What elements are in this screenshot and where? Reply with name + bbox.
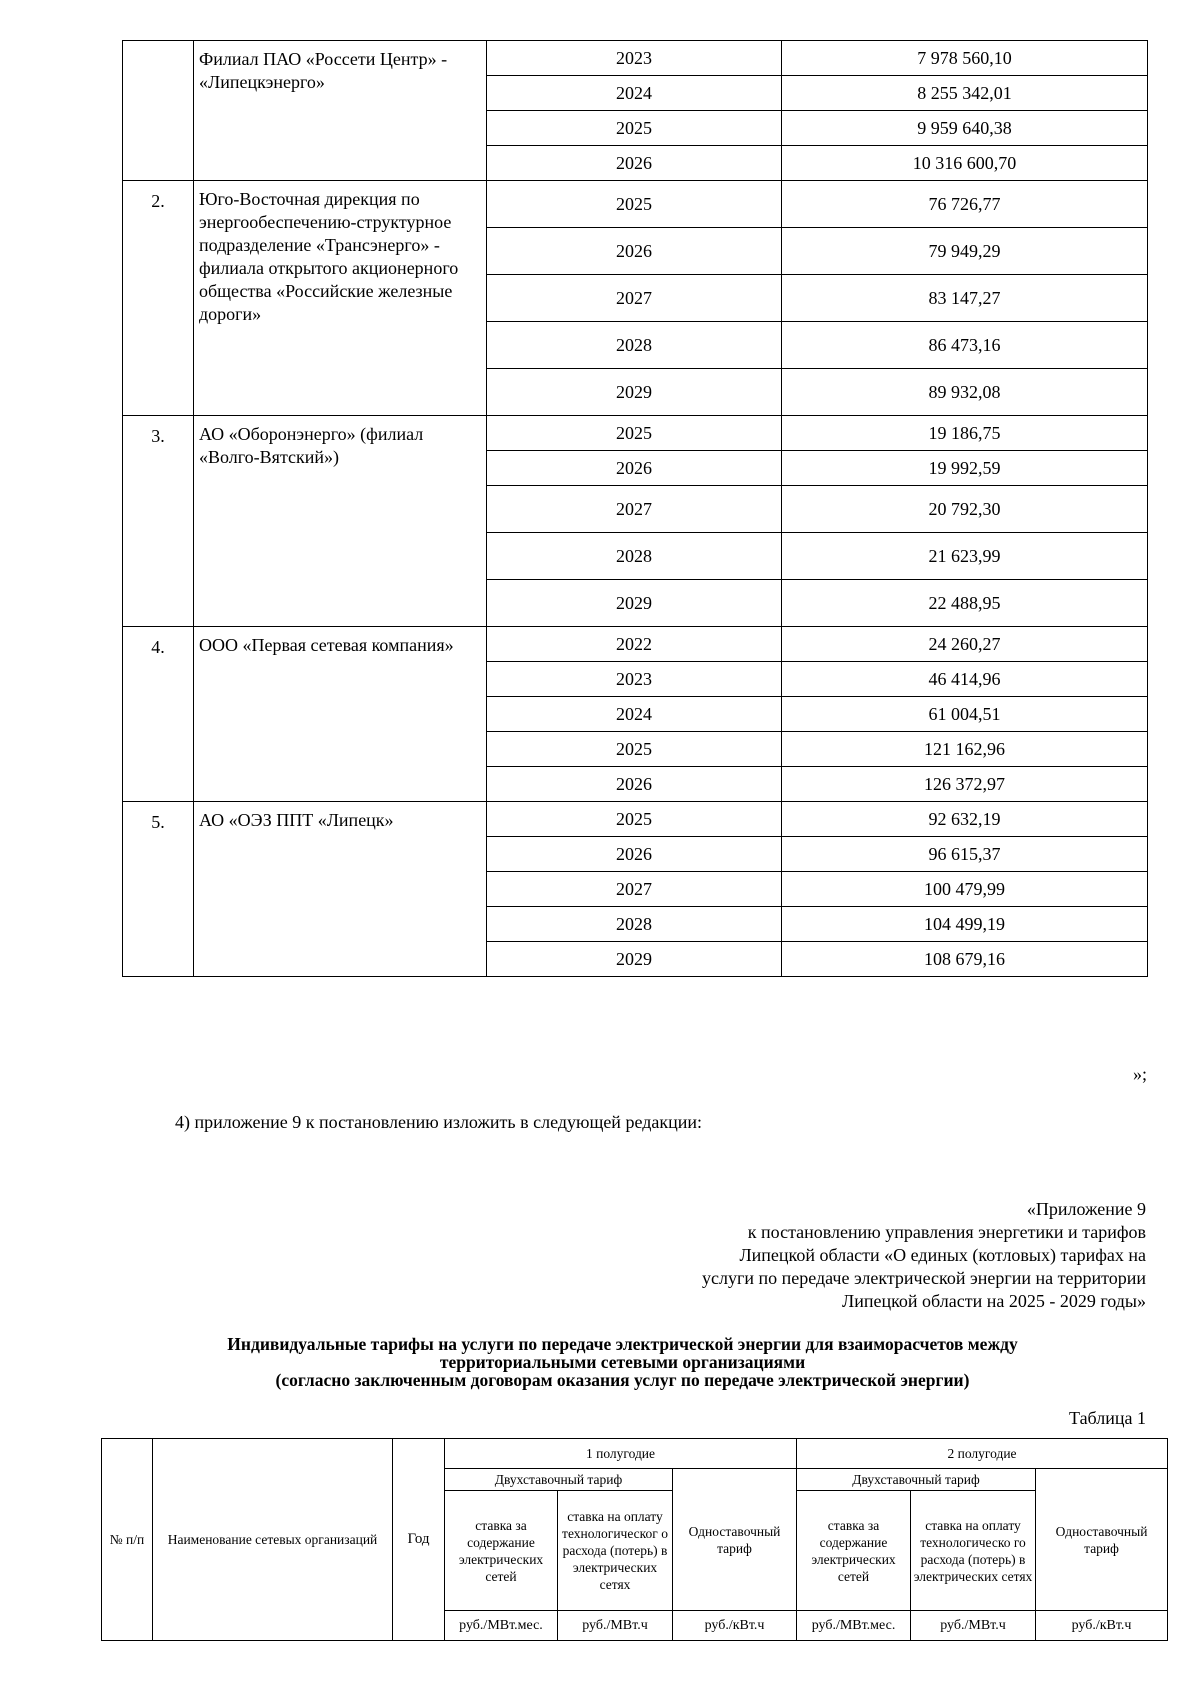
value-cell: 20 792,30: [782, 486, 1148, 533]
unit-mw-month: руб./МВт.мес.: [445, 1611, 558, 1641]
value-cell: 104 499,19: [782, 907, 1148, 942]
appendix-line: к постановлению управления энергетики и тарифов: [747, 1222, 1146, 1242]
year-cell: 2026: [487, 767, 782, 802]
value-cell: 126 372,97: [782, 767, 1148, 802]
header-one-rate-h2: Одноставочный тариф: [1036, 1469, 1168, 1611]
value-cell: 79 949,29: [782, 228, 1148, 275]
year-cell: 2029: [487, 942, 782, 977]
title-line: (согласно заключенным договорам оказания услуг по передаче электрической энергии): [275, 1370, 970, 1390]
appendix-line: Липецкой области «О единых (котловых) тарифах на: [739, 1245, 1146, 1265]
unit-kwh: руб./кВт.ч: [673, 1611, 797, 1641]
unit-mwh: руб./МВт.ч: [558, 1611, 673, 1641]
year-cell: 2025: [487, 416, 782, 451]
year-cell: 2026: [487, 146, 782, 181]
organization-name: ООО «Первая сетевая компания»: [194, 627, 487, 802]
header-num: № п/п: [102, 1439, 153, 1641]
value-cell: 83 147,27: [782, 275, 1148, 322]
appendix-line: Липецкой области на 2025 - 2029 годы»: [841, 1291, 1146, 1311]
value-cell: 89 932,08: [782, 369, 1148, 416]
year-cell: 2026: [487, 837, 782, 872]
value-cell: 108 679,16: [782, 942, 1148, 977]
organization-name: АО «ОЭЗ ППТ «Липецк»: [194, 802, 487, 977]
header-maint-rate-h1: ставка за содержание электрических сетей: [445, 1491, 558, 1611]
value-cell: 46 414,96: [782, 662, 1148, 697]
value-cell: 121 162,96: [782, 732, 1148, 767]
header-one-rate-h1: Одноставочный тариф: [673, 1469, 797, 1611]
table-row: [123, 416, 1148, 451]
value-cell: 7 978 560,10: [782, 41, 1148, 76]
value-cell: 92 632,19: [782, 802, 1148, 837]
table-row: [123, 181, 1148, 228]
year-cell: 2024: [487, 697, 782, 732]
row-number: 4.: [123, 627, 194, 802]
year-cell: 2025: [487, 732, 782, 767]
row-number: [123, 41, 194, 181]
year-cell: 2023: [487, 41, 782, 76]
value-cell: 9 959 640,38: [782, 111, 1148, 146]
row-number: 5.: [123, 802, 194, 977]
value-cell: 100 479,99: [782, 872, 1148, 907]
value-cell: 76 726,77: [782, 181, 1148, 228]
tariff-values-table: [122, 40, 1148, 977]
year-cell: 2029: [487, 580, 782, 627]
value-cell: 10 316 600,70: [782, 146, 1148, 181]
unit-mw-month: руб./МВт.мес.: [797, 1611, 911, 1641]
header-loss-rate-h2: ставка на оплату технологическо го расхода (потерь) в электрических сетях: [911, 1491, 1036, 1611]
individual-tariffs-table-header: [101, 1438, 1168, 1641]
year-cell: 2027: [487, 872, 782, 907]
organization-name: Юго-Восточная дирекция по энергообеспечению-структурное подразделение «Трансэнерго» - филиала открытого акционерного общества «Российские железные дороги»: [194, 181, 487, 416]
year-cell: 2026: [487, 451, 782, 486]
value-cell: 19 992,59: [782, 451, 1148, 486]
header-year: Год: [393, 1439, 445, 1641]
header-org-name: Наименование сетевых организаций: [153, 1439, 393, 1641]
table-number: Таблица 1: [1069, 1408, 1146, 1428]
year-cell: 2027: [487, 486, 782, 533]
year-cell: 2022: [487, 627, 782, 662]
title-line: Индивидуальные тарифы на услуги по передаче электрической энергии для взаиморасчетов между: [227, 1334, 1018, 1354]
header-two-rate-h1: Двухставочный тариф: [445, 1469, 673, 1491]
closing-quote: »;: [1132, 1064, 1147, 1084]
value-cell: 96 615,37: [782, 837, 1148, 872]
title-line: территориальными сетевыми организациями: [439, 1352, 806, 1372]
year-cell: 2028: [487, 533, 782, 580]
value-cell: 8 255 342,01: [782, 76, 1148, 111]
unit-kwh: руб./кВт.ч: [1036, 1611, 1168, 1641]
header-two-rate-h2: Двухставочный тариф: [797, 1469, 1036, 1491]
appendix-line: «Приложение 9: [1026, 1199, 1146, 1219]
value-cell: 22 488,95: [782, 580, 1148, 627]
row-number: 2.: [123, 181, 194, 416]
appendix-heading: [446, 1198, 1146, 1313]
amendment-paragraph: 4) приложение 9 к постановлению изложить в следующей редакции:: [175, 1112, 702, 1132]
header-half-2: 2 полугодие: [797, 1439, 1168, 1469]
value-cell: 19 186,75: [782, 416, 1148, 451]
year-cell: 2028: [487, 907, 782, 942]
year-cell: 2025: [487, 111, 782, 146]
table-row: [123, 802, 1148, 837]
organization-name: АО «Оборонэнерго» (филиал «Волго-Вятский»): [194, 416, 487, 627]
year-cell: 2027: [487, 275, 782, 322]
year-cell: 2025: [487, 181, 782, 228]
year-cell: 2028: [487, 322, 782, 369]
year-cell: 2024: [487, 76, 782, 111]
organization-name: Филиал ПАО «Россети Центр» - «Липецкэнерго»: [194, 41, 487, 181]
unit-mwh: руб./МВт.ч: [911, 1611, 1036, 1641]
year-cell: 2026: [487, 228, 782, 275]
value-cell: 24 260,27: [782, 627, 1148, 662]
header-maint-rate-h2: ставка за содержание электрических сетей: [797, 1491, 911, 1611]
header-half-1: 1 полугодие: [445, 1439, 797, 1469]
value-cell: 61 004,51: [782, 697, 1148, 732]
value-cell: 86 473,16: [782, 322, 1148, 369]
table-row: [123, 41, 1148, 76]
row-number: 3.: [123, 416, 194, 627]
year-cell: 2023: [487, 662, 782, 697]
year-cell: 2029: [487, 369, 782, 416]
document-title: [100, 1335, 1145, 1389]
year-cell: 2025: [487, 802, 782, 837]
header-loss-rate-h1: ставка на оплату технологическог о расхода (потерь) в электрических сетях: [558, 1491, 673, 1611]
value-cell: 21 623,99: [782, 533, 1148, 580]
table-row: [123, 627, 1148, 662]
appendix-line: услуги по передаче электрической энергии на территории: [701, 1268, 1146, 1288]
